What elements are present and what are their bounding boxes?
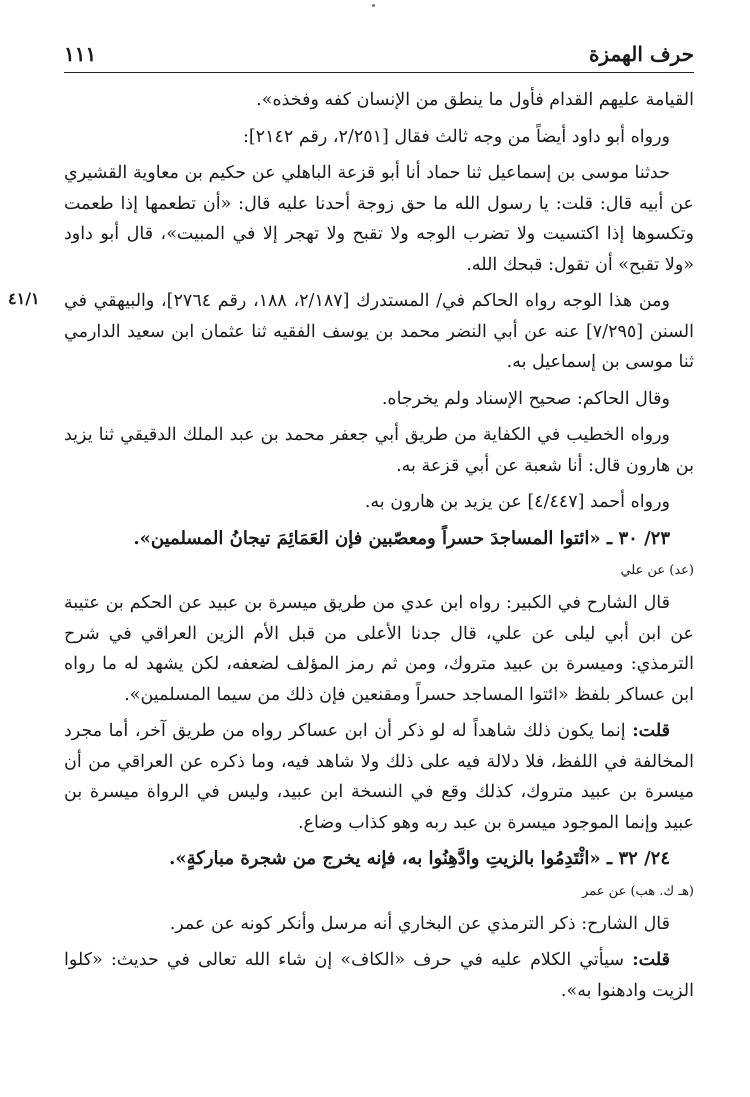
commentary: قال الشارح في الكبير: رواه ابن عدي من طريق ميسرة بن عبيد عن الحكم بن عتيبة عن ابن أبي ليلى عن علي، قال جدنا الأعلى من قبل الأم الزين العراقي في شرح الترمذي: وميسرة بن عبيد متروك، ومن ثم رمز المؤلف لضعفه، لكن يشهد له ما رواه ابن عساكر بلفظ «ائتوا المساجد حسراً ومقنعين فإن ذلك من سيما المسلمين». [64, 593, 694, 705]
qult-label: قلت: [632, 950, 670, 970]
qult-text: إنما يكون ذلك شاهداً له لو ذكر أن ابن عساكر رواه من طريق آخر، أما مجرد المخالفة في اللفظ، فلا دلالة فيه على ذلك ولا شاهد فيه، وما ذكره عن العراقي من أن ميسرة بن عبيد متروك، كذلك وقع في النسخة ابن عبيد، وليس في الرواة ميسرة بن عبيد وإنما الموجود ميسرة بن عبد ربه وهو كذاب وضاع. [64, 721, 694, 833]
paragraph: ورواه الخطيب في الكفاية من طريق أبي جعفر محمد بن عبد الملك الدقيقي ثنا يزيد بن هارون قال: أنا شعبة عن أبي قزعة به. [64, 425, 694, 476]
scan-mark [372, 4, 375, 7]
qult-paragraph [64, 716, 694, 838]
paragraph: حدثنا موسى بن إسماعيل ثنا حماد أنا أبو قزعة الباهلي عن حكيم بن معاوية القشيري عن أبيه قال: قلت: يا رسول الله ما حق زوجة أحدنا عليه قال: «أن تطعمها إذا طعمت وتكسوها إذا اكتسيت ولا تضرب الوجه ولا تقبح ولا تهجر إلا في المبيت»، قال أبو داود «ولا تقبح» أن تقول: قبحك الله. [64, 163, 694, 275]
paragraph: وقال الحاكم: صحيح الإسناد ولم يخرجاه. [381, 388, 670, 409]
book-page [64, 38, 694, 1078]
page-body [64, 85, 694, 1006]
commentary: قال الشارح: ذكر الترمذي عن البخاري أنه مرسل وأنكر كونه عن عمر. [169, 913, 670, 934]
margin-reference: ٤١/١ [8, 289, 40, 308]
paragraph: ورواه أبو داود أيضاً من وجه ثالث فقال [٢/٢٥١، رقم ٢١٤٢]: [242, 126, 670, 147]
hadith-source: (هـ ك. هب) عن عمر [582, 883, 694, 899]
paragraph: ورواه أحمد [٤/٤٤٧] عن يزيد بن هارون به. [364, 492, 670, 512]
hadith-heading: ٢٤/ ٣٢ ـ «ائْتَدِمُوا بالزيتِ وادَّهِنُوا به، فإنه يخرج من شجرة مباركةٍ». [169, 848, 670, 869]
qult-text: سيأتي الكلام عليه في حرف «الكاف» إن شاء الله تعالى في حديث: «كلوا الزيت وادهنوا به». [64, 950, 694, 1001]
paragraph: ومن هذا الوجه رواه الحاكم في/ المستدرك [٢/١٨٧، ١٨٨، رقم ٢٧٦٤]، والبيهقي في السنن [٧/٢٩٥] عنه عن أبي النضر محمد بن يوسف الفقيه ثنا عثمان ابن سعيد الدارمي ثنا موسى بن إسماعيل به. [64, 291, 694, 372]
page-header [64, 38, 694, 73]
hadith-source: (عد) عن علي [620, 563, 694, 578]
qult-label: قلت: [632, 721, 670, 741]
page-number: ١١١ [64, 42, 97, 66]
running-title: حرف الهمزة [588, 42, 694, 66]
paragraph: القيامة عليهم القدام فأول ما ينطق من الإنسان كفه وفخذه». [256, 90, 694, 110]
hadith-heading: ٢٣/ ٣٠ ـ «ائتوا المساجدَ حسراً ومعصّبين فإن العَمَائِمَ تيجانُ المسلمين». [133, 527, 670, 549]
qult-paragraph [64, 945, 694, 1006]
